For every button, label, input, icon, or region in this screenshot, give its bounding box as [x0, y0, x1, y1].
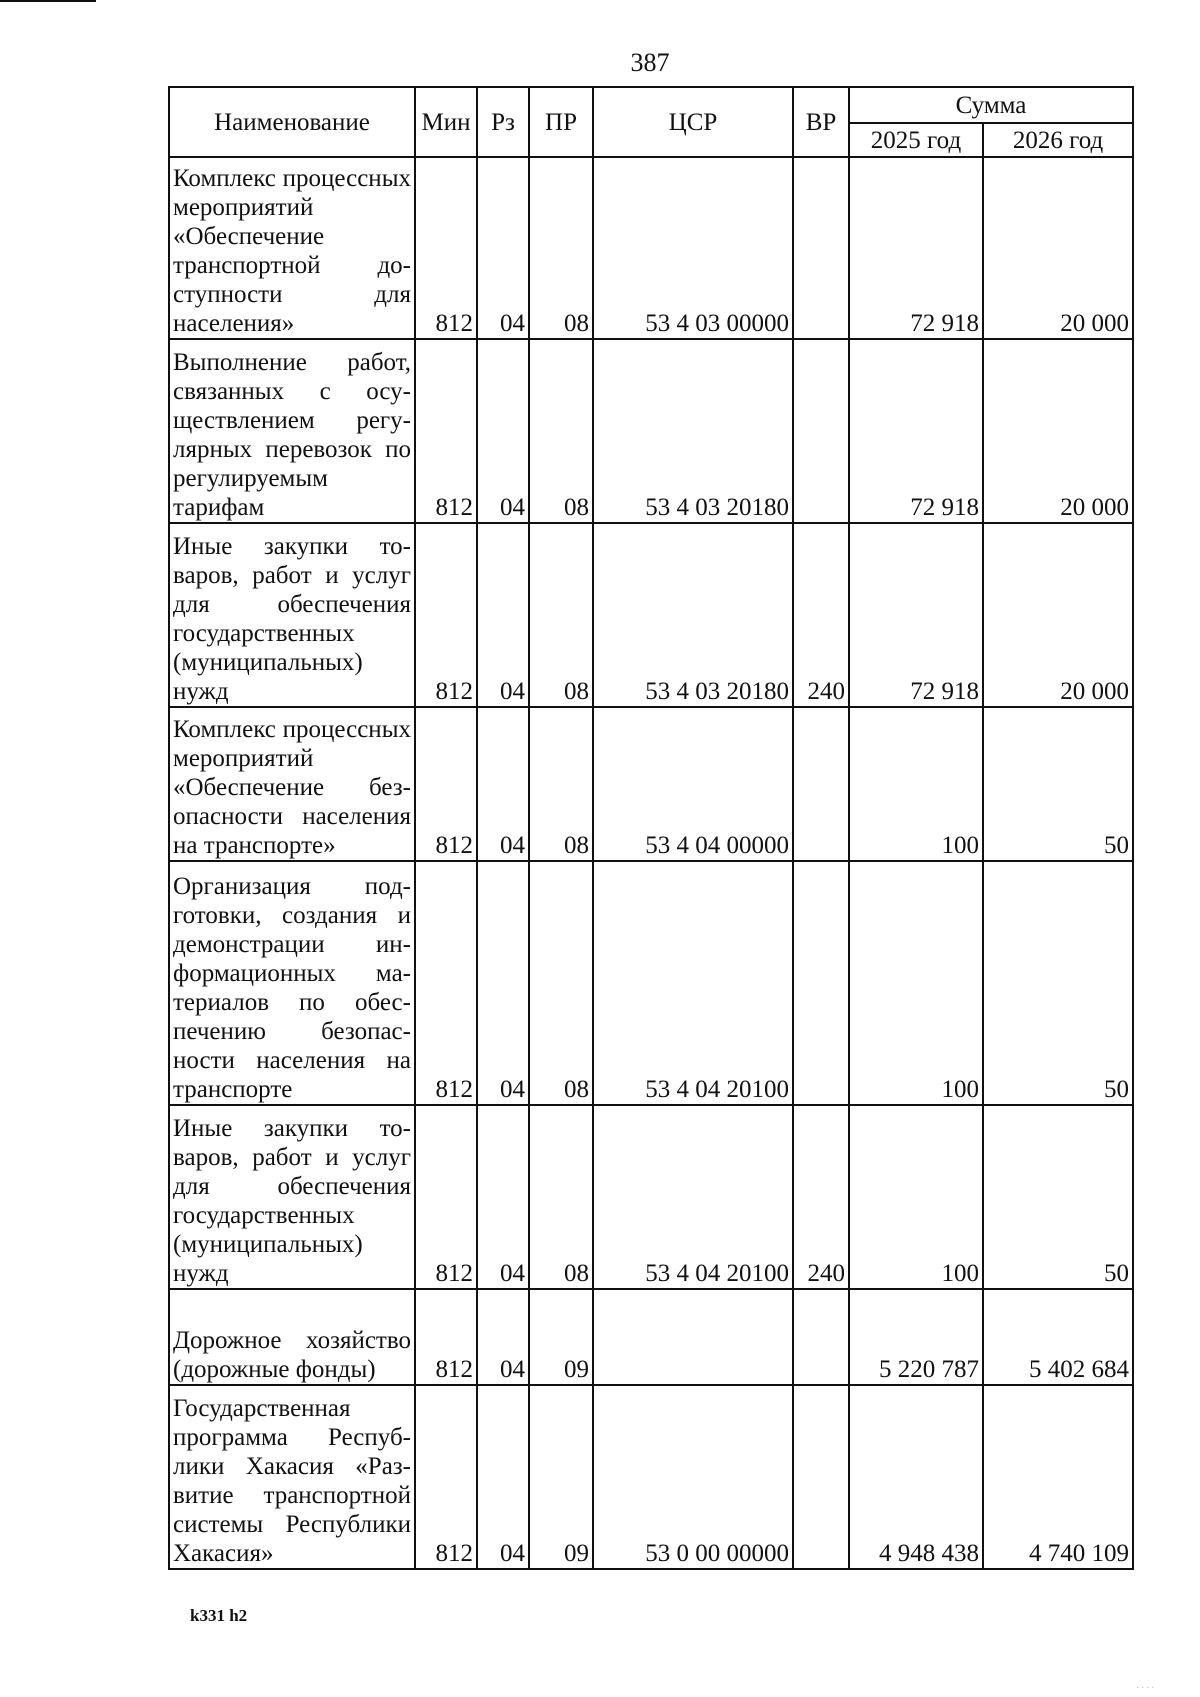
page-number: 387	[630, 48, 670, 77]
header-csr: ЦСР	[593, 87, 793, 157]
table-row	[169, 707, 1133, 861]
page-corner-rule	[0, 0, 96, 2]
row-vr	[793, 861, 849, 1105]
row-rz: 04	[477, 1105, 529, 1289]
row-csr: 53 4 04 20100	[593, 1105, 793, 1289]
row-pr: 08	[529, 523, 593, 707]
header-vr: ВР	[793, 87, 849, 157]
row-name: Комплекс процессных мероприятий «Обеспечение транспортной доступности для населения»	[169, 157, 415, 339]
row-csr: 53 4 03 00000	[593, 157, 793, 339]
row-name: Иные закупки товаров, работ и услуг для обеспечения государственных (муниципальных) нужд	[169, 1105, 415, 1289]
row-min: 812	[415, 1385, 477, 1569]
row-min: 812	[415, 707, 477, 861]
row-vr	[793, 707, 849, 861]
row-sum-2026: 50	[983, 707, 1133, 861]
row-min: 812	[415, 339, 477, 523]
footer-code: k331 h2	[190, 1606, 248, 1625]
row-min: 812	[415, 157, 477, 339]
row-sum-2026: 50	[983, 861, 1133, 1105]
row-rz: 04	[477, 1289, 529, 1385]
row-pr: 08	[529, 1105, 593, 1289]
table-row	[169, 1289, 1133, 1385]
row-sum-2025: 100	[849, 1105, 983, 1289]
row-vr	[793, 1385, 849, 1569]
row-rz: 04	[477, 861, 529, 1105]
table-row	[169, 1385, 1133, 1569]
row-rz: 04	[477, 523, 529, 707]
header-pr: ПР	[529, 87, 593, 157]
row-csr: 53 0 00 00000	[593, 1385, 793, 1569]
row-sum-2026: 20 000	[983, 523, 1133, 707]
table-row	[169, 157, 1133, 339]
row-vr	[793, 1289, 849, 1385]
row-vr: 240	[793, 1105, 849, 1289]
row-min: 812	[415, 523, 477, 707]
row-min: 812	[415, 1105, 477, 1289]
row-min: 812	[415, 861, 477, 1105]
row-name: Организация подготовки, создания и демонстрации информационных материалов по обеспечению безопасности населения на транспорте	[169, 861, 415, 1105]
row-min: 812	[415, 1289, 477, 1385]
header-min: Мин	[415, 87, 477, 157]
row-sum-2026: 20 000	[983, 157, 1133, 339]
row-name: Дорожное хозяйство (дорожные фонды)	[169, 1289, 415, 1385]
row-name: Иные закупки товаров, работ и услуг для обеспечения государственных (муниципальных) нужд	[169, 523, 415, 707]
row-vr: 240	[793, 523, 849, 707]
row-sum-2025: 100	[849, 861, 983, 1105]
row-pr: 08	[529, 157, 593, 339]
row-rz: 04	[477, 1385, 529, 1569]
table-row	[169, 523, 1133, 707]
header-rz: Рз	[477, 87, 529, 157]
header-year-2026: 2026 год	[983, 123, 1133, 157]
row-sum-2026: 20 000	[983, 339, 1133, 523]
table-row	[169, 1105, 1133, 1289]
row-name: Государственная программа Республики Хакасия «Развитие транспортной системы Республики Хакасия»	[169, 1385, 415, 1569]
row-sum-2026: 50	[983, 1105, 1133, 1289]
row-pr: 08	[529, 339, 593, 523]
row-vr	[793, 157, 849, 339]
row-sum-2025: 4 948 438	[849, 1385, 983, 1569]
scan-edge-marks: . . . .	[1136, 1680, 1154, 1691]
row-sum-2025: 72 918	[849, 339, 983, 523]
header-sum: Сумма	[849, 87, 1133, 123]
row-csr: 53 4 03 20180	[593, 523, 793, 707]
row-csr: 53 4 04 00000	[593, 707, 793, 861]
row-rz: 04	[477, 157, 529, 339]
row-rz: 04	[477, 339, 529, 523]
row-sum-2026: 5 402 684	[983, 1289, 1133, 1385]
row-name: Комплекс процессных мероприятий «Обеспечение безопасности населения на транспорте»	[169, 707, 415, 861]
row-name: Выполнение работ, связанных с осуществлением регулярных перевозок по регулируемым тарифам	[169, 339, 415, 523]
row-sum-2026: 4 740 109	[983, 1385, 1133, 1569]
row-vr	[793, 339, 849, 523]
table-row	[169, 339, 1133, 523]
row-pr: 08	[529, 861, 593, 1105]
row-rz: 04	[477, 707, 529, 861]
table-row	[169, 861, 1133, 1105]
row-csr: 53 4 03 20180	[593, 339, 793, 523]
budget-table	[168, 86, 1134, 1570]
header-name: Наименование	[169, 87, 415, 157]
row-sum-2025: 72 918	[849, 523, 983, 707]
row-csr	[593, 1289, 793, 1385]
header-year-2025: 2025 год	[849, 123, 983, 157]
row-pr: 08	[529, 707, 593, 861]
row-sum-2025: 5 220 787	[849, 1289, 983, 1385]
row-pr: 09	[529, 1385, 593, 1569]
row-sum-2025: 100	[849, 707, 983, 861]
row-pr: 09	[529, 1289, 593, 1385]
row-csr: 53 4 04 20100	[593, 861, 793, 1105]
row-sum-2025: 72 918	[849, 157, 983, 339]
